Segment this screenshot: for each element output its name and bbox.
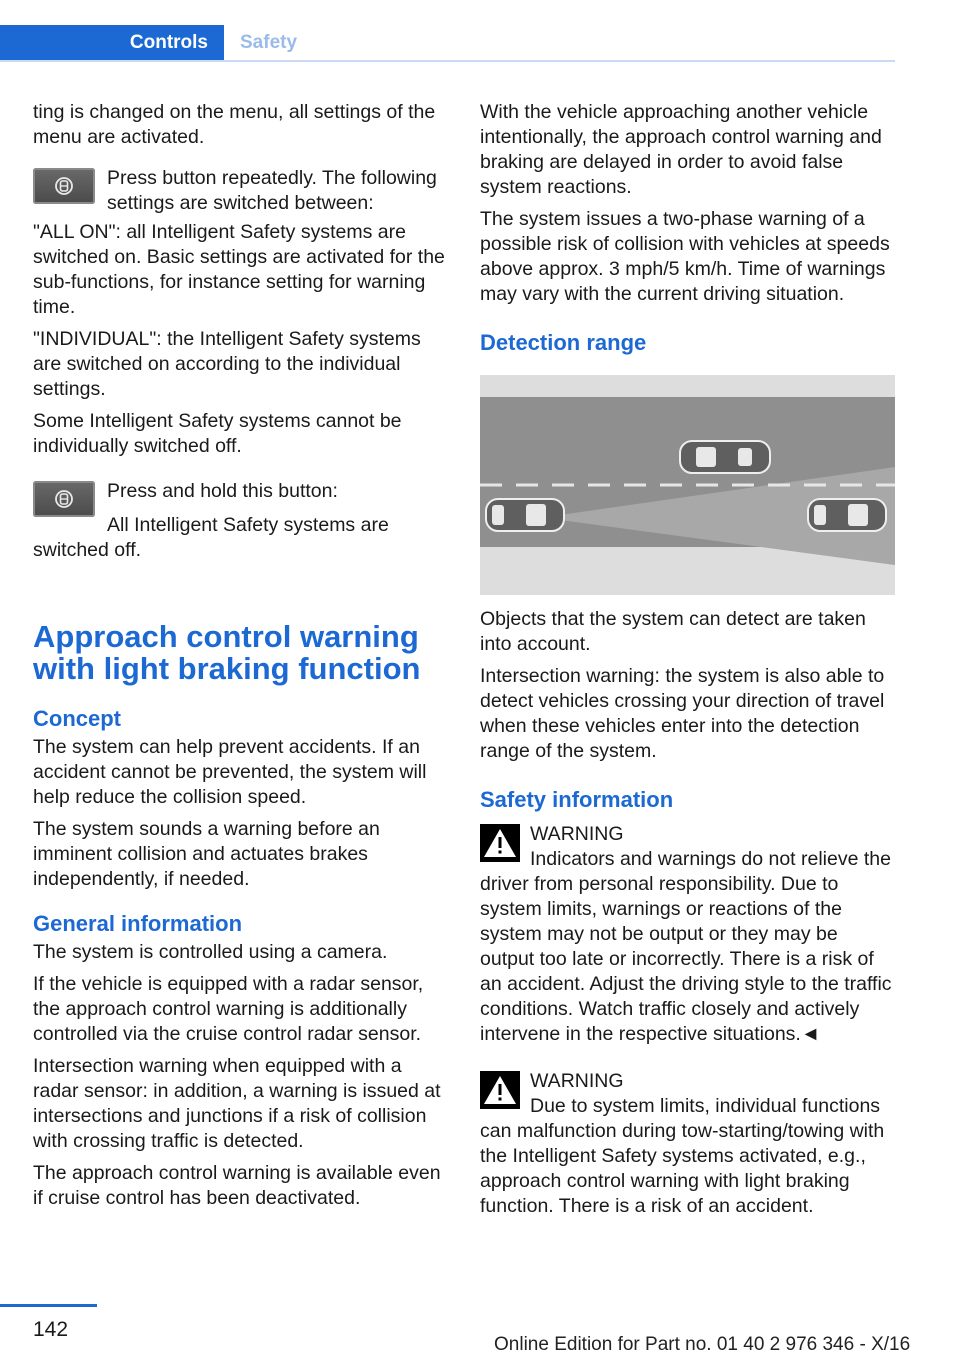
paragraph: Objects that the system can detect are taken into account. [480, 608, 866, 655]
detection-range-figure [480, 375, 895, 595]
button-instruction-text: Press button repeatedly. The following settings are switched between: [107, 167, 437, 214]
tab-safety[interactable]: Safety [240, 32, 298, 53]
safety-button-icon [33, 481, 95, 517]
tab-controls[interactable]: Controls [0, 25, 224, 61]
right-column [480, 100, 895, 1226]
warning-heading: WARNING [530, 823, 624, 845]
warning-block [480, 1069, 895, 1219]
paragraph: The system sounds a warning before an imminent collision and actuates brakes independently, if needed. [33, 818, 380, 890]
button-instruction-continued: All Intelligent Safety systems are switched off. [33, 514, 389, 561]
button-instruction [33, 166, 447, 216]
header-rule [0, 60, 895, 62]
left-column [33, 100, 447, 1218]
warning-triangle-icon [480, 1071, 520, 1109]
footer-rule [0, 1304, 97, 1307]
warning-body: Due to system limits, individual functions can malfunction during tow-starting/towing with the Intelligent Safety systems activated, e.g., approach control warning with light braking function. There is a risk of an accident. [480, 1095, 885, 1217]
button-instruction-text: Press and hold this button: [107, 480, 338, 502]
warning-text [480, 847, 895, 1047]
paragraph: The system issues a two-phase warning of a possible risk of collision with vehicles at speeds above approx. 3 mph/5 km/h. Time of warnings may vary with the current driving situation. [480, 208, 890, 305]
paragraph: "ALL ON": all Intelligent Safety systems are switched on. Basic settings are activated for the sub-functions, for instance setting for warning time. [33, 221, 445, 318]
safety-button-icon [33, 168, 95, 204]
button-instruction [33, 479, 447, 529]
page-number: 142 [33, 1318, 69, 1341]
paragraph: With the vehicle approaching another vehicle intentionally, the approach control warning and braking are delayed in order to avoid false system reactions. [480, 101, 882, 198]
own-car-icon [486, 499, 564, 531]
subsection-title-general: General information [33, 911, 243, 936]
edition-info: Online Edition for Part no. 01 40 2 976 346 - X/16 [494, 1334, 911, 1355]
warning-text [480, 1094, 895, 1219]
paragraph: The system is controlled using a camera. [33, 941, 388, 963]
paragraph: The approach control warning is available even if cruise control has been deactivated. [33, 1162, 441, 1209]
paragraph: Some Intelligent Safety systems cannot be individually switched off. [33, 410, 402, 457]
paragraph: Intersection warning when equipped with a radar sensor: in addition, a warning is issued at intersections and junctions if a risk of collision with crossing traffic is detected. [33, 1055, 441, 1152]
paragraph: ting is changed on the menu, all settings of the menu are activated. [33, 101, 436, 148]
warning-triangle-icon [480, 824, 520, 862]
subsection-title-concept: Concept [33, 706, 121, 731]
section-title: Approach control warning with light braking function [33, 619, 421, 686]
paragraph: If the vehicle is equipped with a radar sensor, the approach control warning is additionally controlled via the cruise control radar sensor. [33, 973, 424, 1045]
warning-block [480, 822, 895, 1047]
page-header [0, 25, 895, 61]
paragraph: The system can help prevent accidents. If an accident cannot be prevented, the system will help reduce the collision speed. [33, 736, 427, 808]
subsection-title-detection: Detection range [480, 330, 647, 355]
car-ahead-icon [680, 441, 770, 473]
car-detected-icon [808, 499, 886, 531]
warning-heading: WARNING [530, 1070, 624, 1092]
warning-body: Indicators and warnings do not relieve the driver from personal responsibility. Due to system limits, warnings or reactions of the system may not be output or they may be output too late or incorrectly. There is a risk of an accident. Adjust the driving style to the traffic conditions. Watch traffic closely and actively intervene in the respective situations.◄ [480, 848, 892, 1045]
detection-range-illustration [480, 375, 895, 595]
paragraph: Intersection warning: the system is also able to detect vehicles crossing your direction of travel when these vehicles enter into the detection range of the system. [480, 665, 885, 762]
subsection-title-safety: Safety information [480, 787, 674, 812]
paragraph: "INDIVIDUAL": the Intelligent Safety systems are switched on according to the individual settings. [33, 328, 421, 400]
